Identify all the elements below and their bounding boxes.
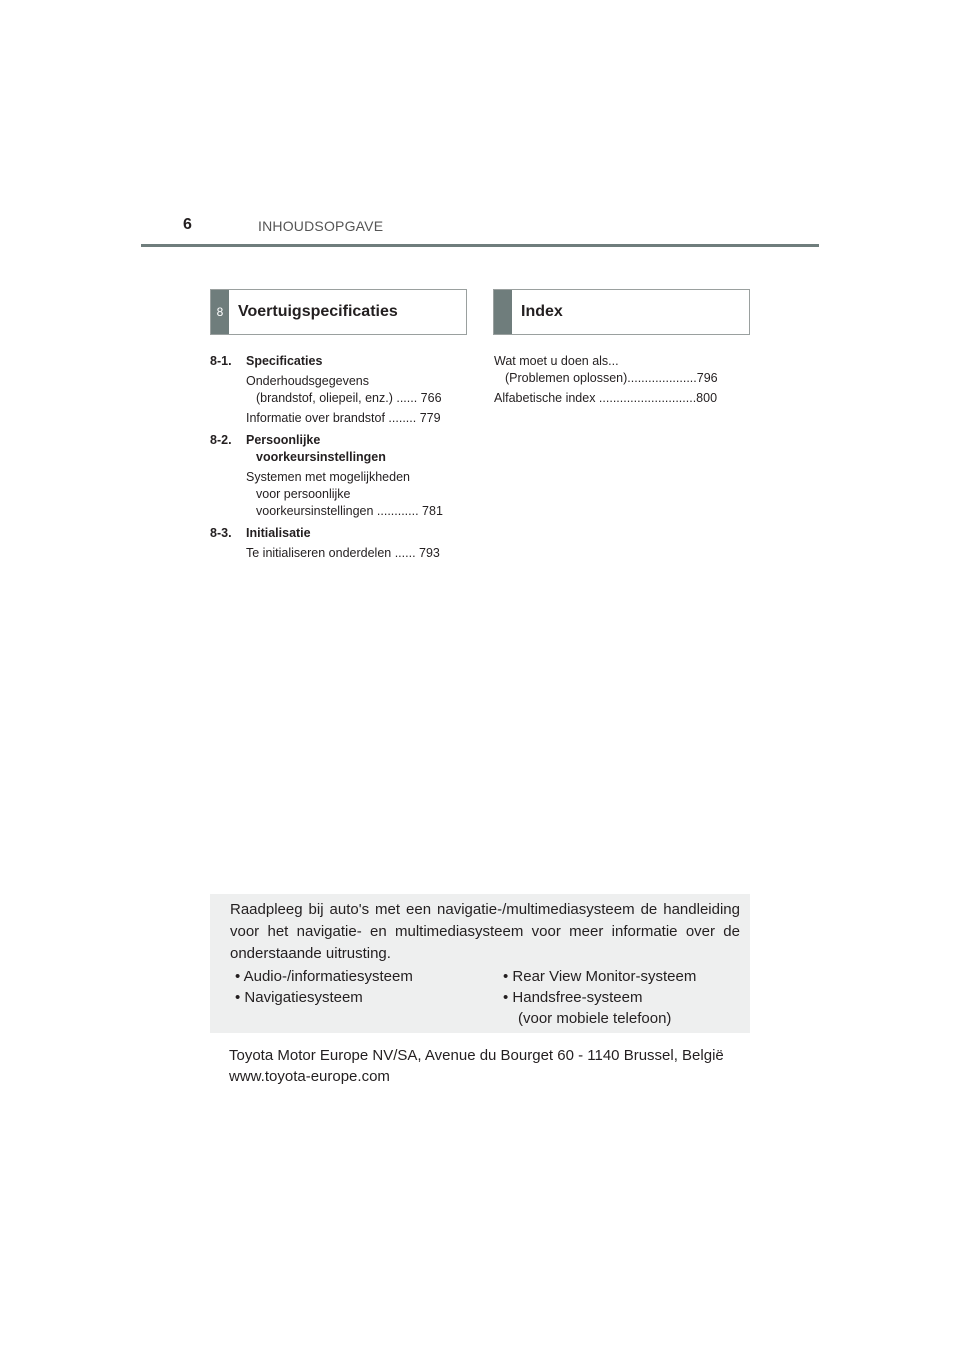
toc-chapter-title[interactable]: Initialisatie: [246, 526, 311, 540]
info-note-box: [210, 894, 750, 1033]
section-8-header: [210, 289, 467, 335]
toc-entry-line[interactable]: Systemen met mogelijkheden: [246, 470, 410, 484]
toc-chapter-number: 8-2.: [210, 433, 232, 447]
toc-chapter-title-cont[interactable]: voorkeursinstellingen: [256, 450, 386, 464]
toc-entry-line[interactable]: Te initialiseren onderdelen ...... 793: [246, 546, 440, 560]
toc-chapter-title[interactable]: Persoonlijke: [246, 433, 321, 447]
bullet-item: • Audio-/informatiesysteem: [235, 968, 413, 985]
toc-chapter-number: 8-1.: [210, 354, 232, 368]
publisher-address: Toyota Motor Europe NV/SA, Avenue du Bourget 60 - 1140 Brussel, België: [229, 1047, 724, 1064]
toc-chapter-title[interactable]: Specificaties: [246, 354, 323, 368]
bullet-item-cont: (voor mobiele telefoon): [518, 1010, 672, 1027]
toc-chapter-number: 8-3.: [210, 526, 232, 540]
header-divider: [141, 244, 819, 247]
index-title: Index: [521, 303, 563, 320]
page-number: 6: [183, 216, 192, 233]
bullet-item: • Handsfree-systeem: [503, 989, 643, 1006]
section-tab: [494, 290, 512, 334]
section-tab-number: 8: [211, 290, 229, 334]
toc-entry-line[interactable]: voor persoonlijke: [256, 487, 351, 501]
info-note-text: Raadpleeg bij auto's met een navigatie-/multimediasysteem de handleiding voor het navigatie- en multimediasysteem voor meer informatie over de onderstaande uitrusting.: [230, 901, 740, 962]
index-section-header: [493, 289, 750, 335]
bullet-item: • Rear View Monitor-systeem: [503, 968, 697, 985]
index-entry-line[interactable]: Alfabetische index ............................800: [494, 391, 718, 405]
index-entry-line[interactable]: Wat moet u doen als...: [494, 354, 619, 368]
publisher-info: [229, 1045, 724, 1087]
toc-entry-line[interactable]: voorkeursinstellingen ............ 781: [256, 504, 443, 518]
publisher-website[interactable]: www.toyota-europe.com: [229, 1068, 390, 1085]
toc-entry-line[interactable]: Informatie over brandstof ........ 779: [246, 411, 441, 425]
bullet-item: • Navigatiesysteem: [235, 989, 363, 1006]
index-entry-line[interactable]: (Problemen oplossen)....................796: [505, 371, 718, 385]
toc-entry-line[interactable]: (brandstof, oliepeil, enz.) ...... 766: [256, 391, 442, 405]
section-title: Voertuigspecificaties: [238, 303, 398, 320]
toc-entry-line[interactable]: Onderhoudsgegevens: [246, 374, 370, 388]
page-title: INHOUDSOPGAVE: [258, 218, 384, 234]
